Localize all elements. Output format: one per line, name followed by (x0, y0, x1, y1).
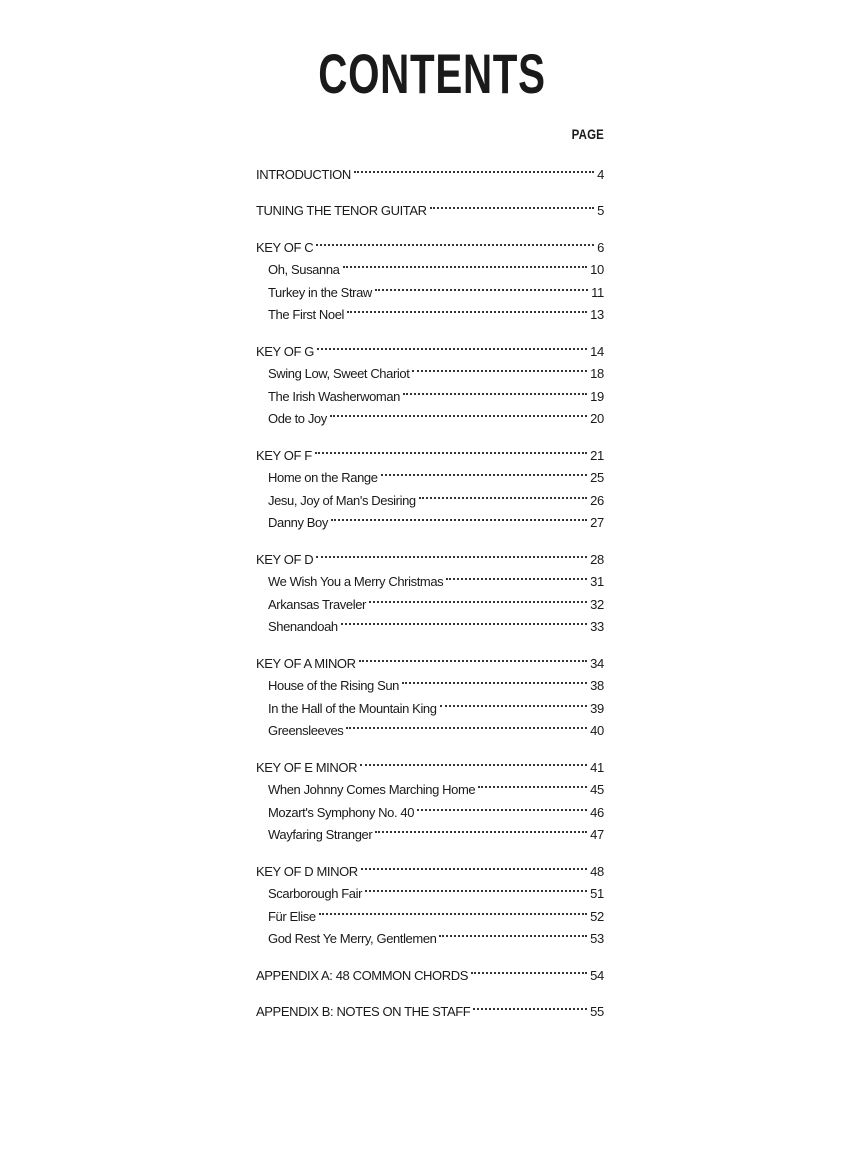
dot-leader (419, 482, 587, 505)
dot-leader (417, 794, 587, 817)
toc-entry-title: Wayfaring Stranger (268, 827, 373, 842)
toc-entry-title: Ode to Joy (268, 411, 327, 426)
toc-entry-title: In the Hall of the Mountain King (268, 700, 437, 716)
toc-entry-page: 51 (590, 886, 604, 901)
toc-section (256, 853, 604, 946)
dot-leader (346, 713, 587, 736)
toc-section (256, 749, 604, 842)
toc-entry-page: 55 (590, 1004, 604, 1019)
toc-section-heading (256, 437, 604, 463)
dot-leader (375, 817, 587, 840)
toc-section-heading (256, 156, 604, 182)
toc-entry-page: 54 (590, 967, 604, 983)
toc-entry-page: 41 (590, 759, 604, 775)
toc-entry-title: Swing Low, Sweet Chariot (268, 366, 410, 381)
toc-entry-title: INTRODUCTION (256, 166, 351, 182)
toc-section-heading (256, 229, 604, 255)
dot-leader (473, 994, 587, 1017)
dot-leader (343, 252, 588, 275)
toc-entry-title: KEY OF F (256, 447, 312, 463)
toc-entry-page: 47 (590, 827, 604, 842)
toc-section (256, 229, 604, 322)
toc-entry-page: 48 (590, 863, 604, 879)
toc-entry-title: Danny Boy (268, 515, 328, 530)
toc-entry-page: 45 (590, 782, 604, 797)
toc-entry-title: The First Noel (268, 307, 345, 322)
toc-section-heading (256, 749, 604, 775)
toc-entry-page: 46 (590, 804, 604, 820)
toc-entry-title: Home on the Range (268, 470, 378, 485)
toc-entry-title: Turkey in the Straw (268, 284, 372, 300)
dot-leader (347, 297, 587, 320)
dot-leader (316, 541, 587, 564)
toc-entry-title: KEY OF E MINOR (256, 759, 358, 775)
dot-leader (403, 378, 587, 401)
toc-section-heading (256, 957, 604, 983)
dot-leader (440, 690, 588, 713)
toc-entry-title: The Irish Washerwoman (268, 388, 400, 404)
dot-leader (319, 898, 587, 921)
toc-entry-page: 33 (590, 619, 604, 634)
toc-entry-page: 5 (597, 203, 604, 218)
page-title: CONTENTS (318, 42, 546, 105)
toc-entry-title: KEY OF D (256, 551, 314, 567)
toc-entry-title: Scarborough Fair (268, 886, 363, 901)
toc-section (256, 193, 604, 216)
toc-entry-title: TUNING THE TENOR GUITAR (256, 203, 427, 218)
toc-section (256, 541, 604, 634)
toc-entry-page: 26 (590, 492, 604, 508)
toc-entry-title: APPENDIX B: NOTES ON THE STAFF (256, 1004, 471, 1019)
toc-section-heading (256, 333, 604, 359)
dot-leader (471, 957, 587, 980)
toc-entry-page: 31 (590, 574, 604, 589)
toc-entry-title: House of the Rising Sun (268, 678, 399, 693)
toc-entry-title: Shenandoah (268, 619, 338, 634)
toc-sections (256, 156, 604, 1019)
dot-leader (360, 749, 587, 772)
dot-leader (341, 609, 587, 632)
dot-leader (331, 505, 587, 528)
dot-leader (402, 668, 587, 691)
toc-entry-page: 34 (590, 655, 604, 671)
toc-entry-page: 11 (591, 284, 604, 300)
toc-entry-title: Für Elise (268, 908, 316, 924)
toc-section-heading (256, 541, 604, 567)
toc-entry-page: 13 (590, 307, 604, 322)
table-of-contents (256, 124, 604, 1019)
toc-entry-title: Oh, Susanna (268, 262, 340, 277)
dot-leader (412, 356, 587, 379)
toc-entry-page: 4 (597, 166, 604, 182)
toc-entry-page: 20 (590, 411, 604, 426)
toc-entry-page: 52 (590, 908, 604, 924)
dot-leader (446, 564, 587, 587)
toc-entry-page: 28 (590, 551, 604, 567)
toc-entry-page: 18 (590, 366, 604, 381)
toc-entry-title: KEY OF C (256, 239, 314, 255)
toc-entry-page: 40 (590, 723, 604, 738)
toc-section-heading (256, 193, 604, 216)
toc-section (256, 994, 604, 1017)
toc-entry-title: KEY OF D MINOR (256, 863, 358, 879)
dot-leader (439, 921, 587, 944)
toc-entry-title: Mozart's Symphony No. 40 (268, 804, 415, 820)
dot-leader (315, 437, 587, 460)
toc-entry-title: Greensleeves (268, 723, 344, 738)
dot-leader (430, 193, 594, 216)
toc-entry-page: 21 (590, 447, 604, 463)
toc-entry-title: KEY OF G (256, 343, 314, 359)
toc-entry-page: 25 (590, 470, 604, 485)
toc-entry-page: 6 (597, 239, 604, 255)
toc-entry-page: 14 (590, 343, 604, 359)
toc-entry-title: APPENDIX A: 48 COMMON CHORDS (256, 967, 469, 983)
dot-leader (359, 645, 587, 668)
toc-section-heading (256, 853, 604, 879)
toc-entry-title: Jesu, Joy of Man's Desiring (268, 492, 416, 508)
toc-entry-title: We Wish You a Merry Christmas (268, 574, 444, 589)
toc-entry-title: KEY OF A MINOR (256, 655, 356, 671)
dot-leader (316, 229, 594, 252)
toc-section (256, 645, 604, 738)
toc-section-heading (256, 645, 604, 671)
dot-leader (381, 460, 588, 483)
dot-leader (478, 772, 587, 795)
toc-section (256, 333, 604, 426)
dot-leader (317, 333, 587, 356)
dot-leader (369, 586, 587, 609)
toc-entry-title: When Johnny Comes Marching Home (268, 782, 476, 797)
toc-section (256, 437, 604, 530)
dot-leader (365, 876, 587, 899)
dot-leader (375, 274, 588, 297)
toc-section (256, 156, 604, 182)
toc-entry-page: 10 (590, 262, 604, 277)
toc-section-heading (256, 994, 604, 1017)
toc-entry-page: 38 (590, 678, 604, 693)
dot-leader (354, 156, 594, 179)
dot-leader (330, 401, 587, 424)
toc-section (256, 957, 604, 983)
page-column-header: PAGE (571, 126, 604, 142)
toc-entry-page: 19 (590, 388, 604, 404)
toc-entry-page: 53 (590, 931, 604, 946)
toc-entry-page: 32 (590, 596, 604, 612)
toc-entry-page: 27 (590, 515, 604, 530)
toc-entry-page: 39 (590, 700, 604, 716)
dot-leader (361, 853, 587, 876)
toc-entry-title: Arkansas Traveler (268, 596, 366, 612)
toc-entry-title: God Rest Ye Merry, Gentlemen (268, 931, 437, 946)
